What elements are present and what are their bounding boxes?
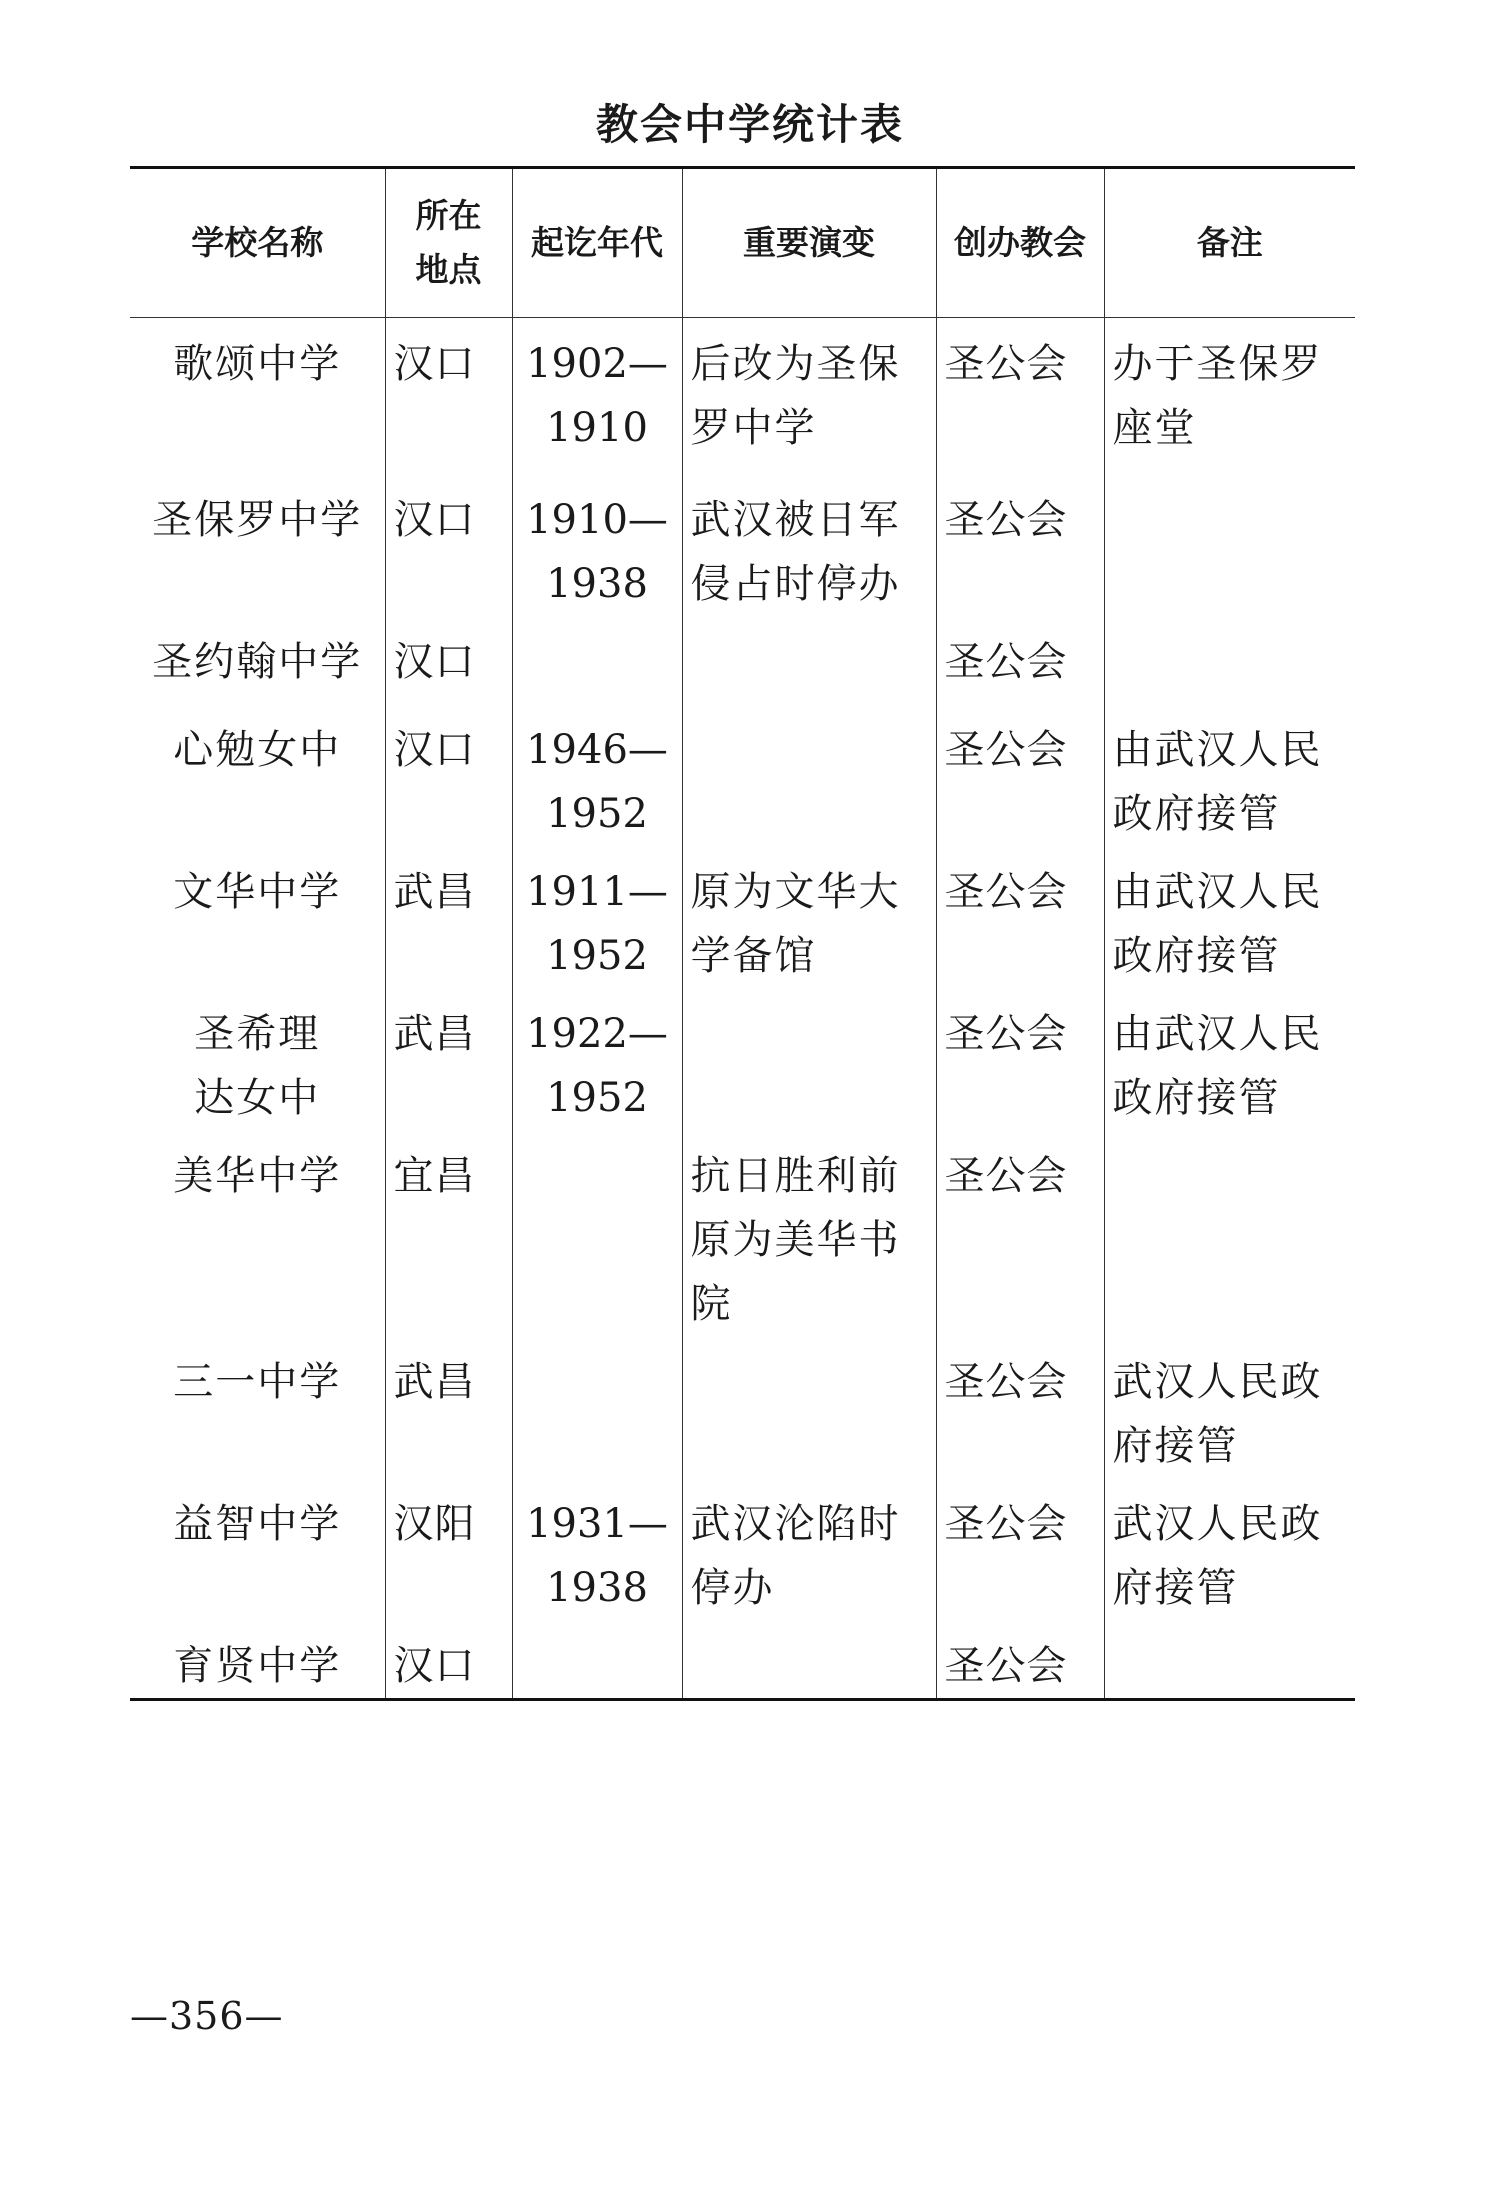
page-number: —356— <box>130 1994 284 2038</box>
page-title: 教会中学统计表 <box>595 100 904 149</box>
cell-years: 1911— 1952 <box>512 846 682 988</box>
cell-changes: 抗日胜利前原为美华书院 <box>682 1130 936 1336</box>
cell-school-name: 心勉女中 <box>130 704 385 846</box>
cell-changes <box>682 1620 936 1700</box>
cell-location: 武昌 <box>385 846 512 988</box>
cell-changes: 武汉沦陷时停办 <box>682 1478 936 1620</box>
cell-location: 汉口 <box>385 1620 512 1700</box>
cell-years: 1922— 1952 <box>512 988 682 1130</box>
table-row <box>130 1130 1355 1336</box>
header-note: 备注 <box>1104 168 1355 318</box>
cell-years: 1931— 1938 <box>512 1478 682 1620</box>
cell-note: 武汉人民政府接管 <box>1104 1478 1355 1620</box>
cell-location: 武昌 <box>385 988 512 1130</box>
cell-changes: 后改为圣保罗中学 <box>682 318 936 474</box>
table-row <box>130 616 1355 704</box>
cell-location: 汉口 <box>385 318 512 474</box>
cell-note <box>1104 616 1355 704</box>
table-header-row <box>130 168 1355 318</box>
cell-school-name: 育贤中学 <box>130 1620 385 1700</box>
header-location: 所在 地点 <box>385 168 512 318</box>
statistics-table-container <box>130 166 1355 1701</box>
cell-note: 办于圣保罗座堂 <box>1104 318 1355 474</box>
cell-location: 宜昌 <box>385 1130 512 1336</box>
table-row <box>130 1620 1355 1700</box>
cell-church: 圣公会 <box>936 846 1104 988</box>
table-row <box>130 318 1355 474</box>
table-body <box>130 318 1355 1700</box>
cell-school-name: 圣保罗中学 <box>130 474 385 616</box>
cell-school-name: 歌颂中学 <box>130 318 385 474</box>
cell-note <box>1104 1130 1355 1336</box>
header-church: 创办教会 <box>936 168 1104 318</box>
cell-note <box>1104 1620 1355 1700</box>
cell-school-name: 三一中学 <box>130 1336 385 1478</box>
cell-note: 武汉人民政府接管 <box>1104 1336 1355 1478</box>
cell-school-name: 文华中学 <box>130 846 385 988</box>
cell-years <box>512 616 682 704</box>
cell-years: 1946— 1952 <box>512 704 682 846</box>
cell-years <box>512 1336 682 1478</box>
cell-location: 汉口 <box>385 704 512 846</box>
cell-church: 圣公会 <box>936 1336 1104 1478</box>
cell-note: 由武汉人民政府接管 <box>1104 846 1355 988</box>
cell-church: 圣公会 <box>936 704 1104 846</box>
cell-church: 圣公会 <box>936 1478 1104 1620</box>
cell-location: 武昌 <box>385 1336 512 1478</box>
statistics-table <box>130 166 1355 1701</box>
cell-school-name: 圣希理 达女中 <box>130 988 385 1130</box>
cell-school-name: 圣约翰中学 <box>130 616 385 704</box>
cell-location: 汉口 <box>385 474 512 616</box>
cell-changes <box>682 988 936 1130</box>
cell-location: 汉阳 <box>385 1478 512 1620</box>
cell-changes: 武汉被日军侵占时停办 <box>682 474 936 616</box>
cell-years: 1910— 1938 <box>512 474 682 616</box>
table-row <box>130 474 1355 616</box>
cell-school-name: 美华中学 <box>130 1130 385 1336</box>
header-changes: 重要演变 <box>682 168 936 318</box>
cell-note: 由武汉人民政府接管 <box>1104 704 1355 846</box>
header-school-name: 学校名称 <box>130 168 385 318</box>
cell-changes: 原为文华大学备馆 <box>682 846 936 988</box>
cell-school-name: 益智中学 <box>130 1478 385 1620</box>
cell-church: 圣公会 <box>936 616 1104 704</box>
cell-changes <box>682 1336 936 1478</box>
cell-location: 汉口 <box>385 616 512 704</box>
cell-church: 圣公会 <box>936 318 1104 474</box>
cell-years: 1902— 1910 <box>512 318 682 474</box>
cell-changes <box>682 616 936 704</box>
table-row <box>130 846 1355 988</box>
table-row <box>130 988 1355 1130</box>
header-years: 起讫年代 <box>512 168 682 318</box>
cell-note: 由武汉人民政府接管 <box>1104 988 1355 1130</box>
cell-church: 圣公会 <box>936 1130 1104 1336</box>
table-row <box>130 704 1355 846</box>
cell-church: 圣公会 <box>936 1620 1104 1700</box>
table-row <box>130 1336 1355 1478</box>
cell-years <box>512 1620 682 1700</box>
cell-years <box>512 1130 682 1336</box>
table-row <box>130 1478 1355 1620</box>
cell-church: 圣公会 <box>936 988 1104 1130</box>
cell-changes <box>682 704 936 846</box>
cell-church: 圣公会 <box>936 474 1104 616</box>
cell-note <box>1104 474 1355 616</box>
